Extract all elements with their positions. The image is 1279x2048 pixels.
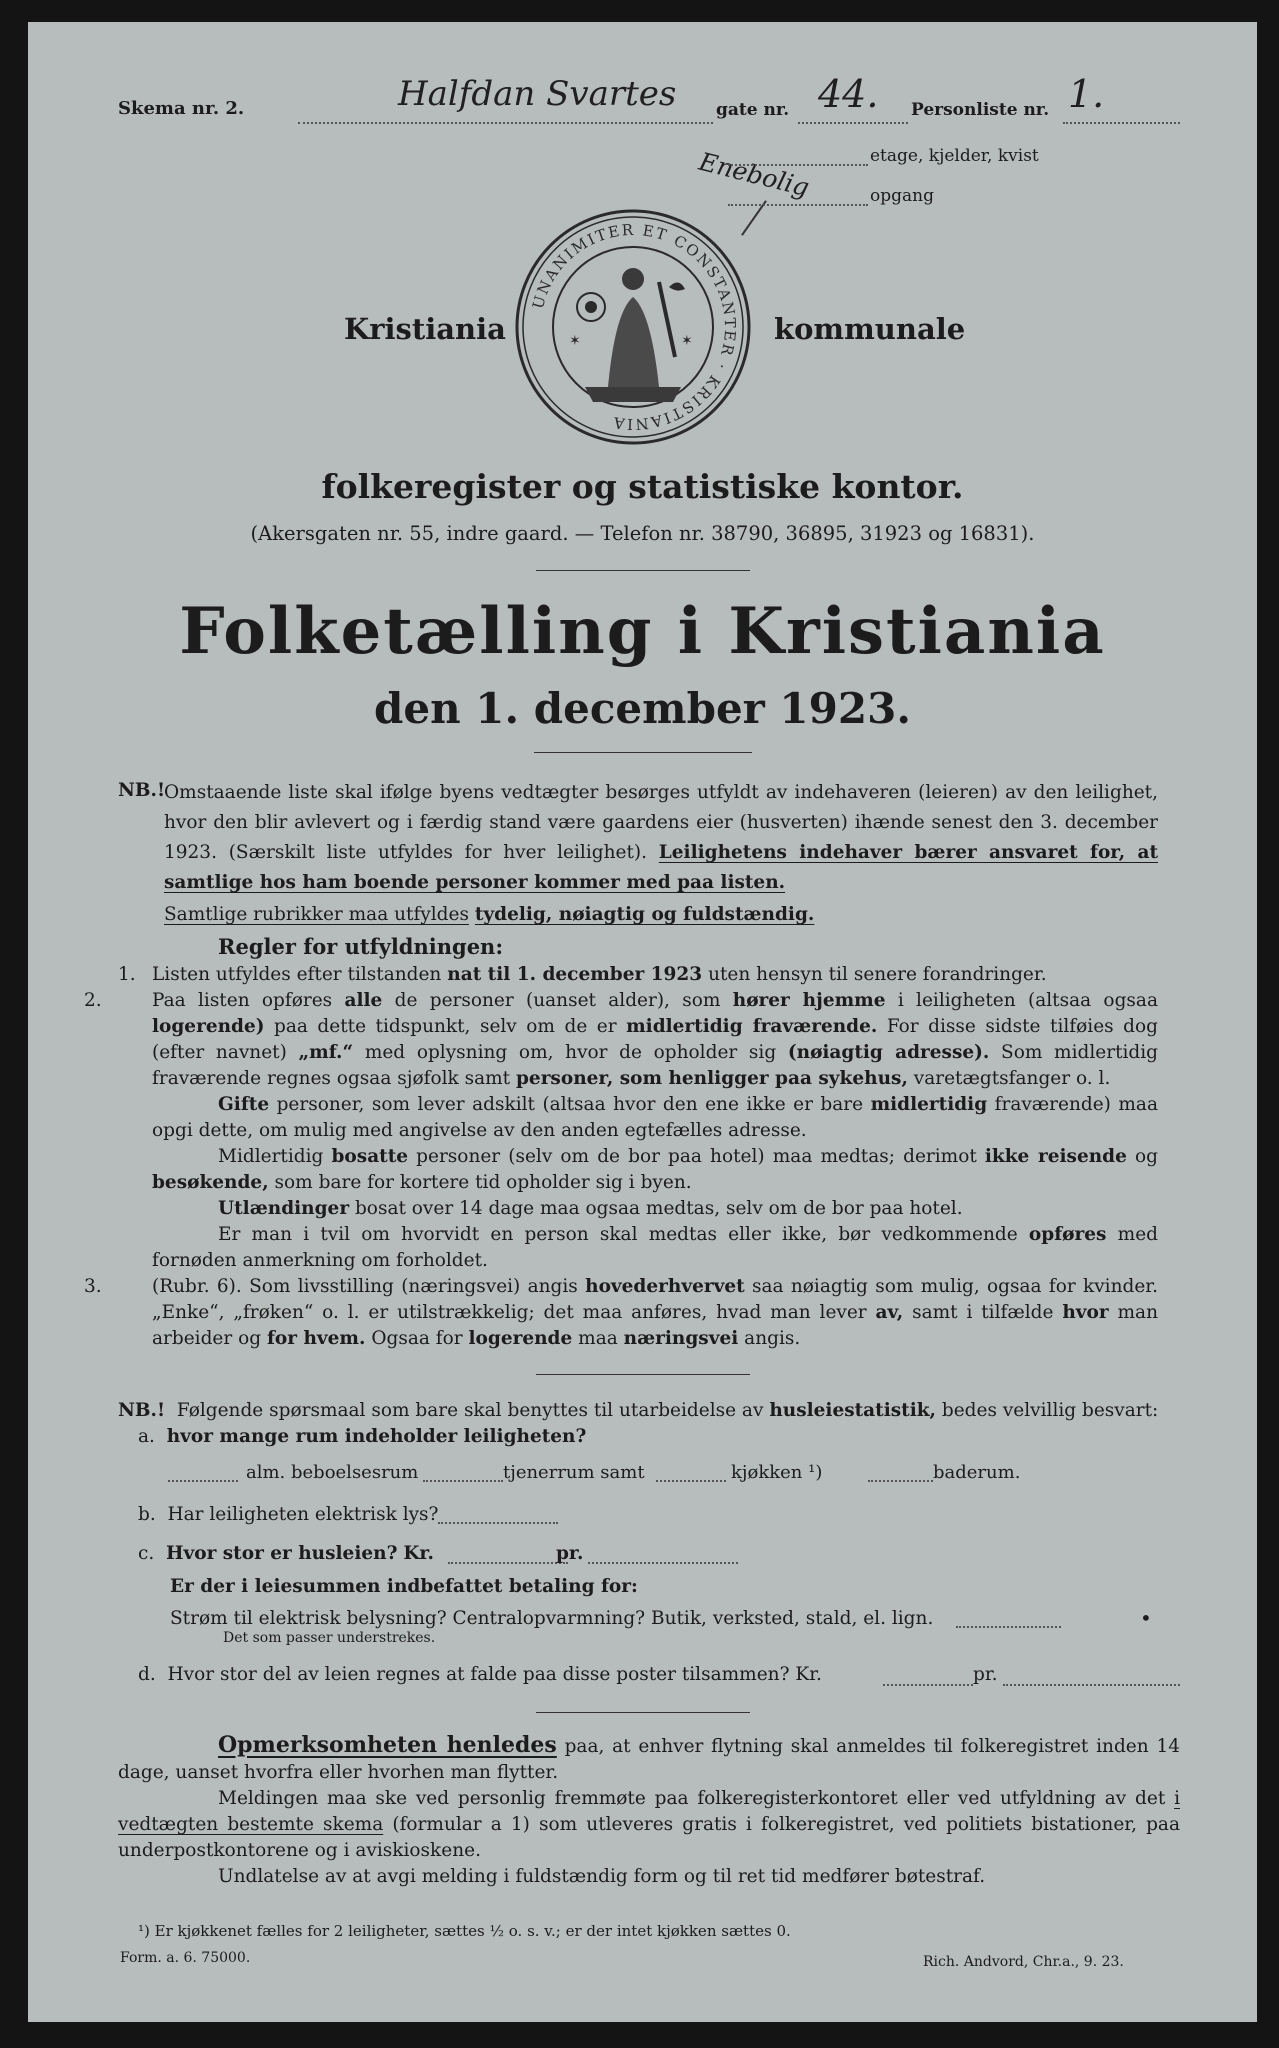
rent-amount-field[interactable] — [448, 1562, 568, 1564]
footnote: ¹) Er kjøkkenet fælles for 2 leiligheter, sættes ½ o. s. v.; er der intet kjøkken sættes 0. — [138, 1922, 791, 1940]
gate-number-handwritten: 44. — [818, 72, 879, 116]
svg-text:✶: ✶ — [681, 333, 693, 349]
question-c: c. Hvor stor er husleien? Kr. — [138, 1543, 434, 1564]
kristiania-seal — [513, 207, 753, 447]
label-beboelsesrum: alm. beboelsesrum — [246, 1462, 419, 1483]
form-number: Form. a. 6. 75000. — [120, 1950, 251, 1966]
question-b: b. Har leiligheten elektrisk lys? — [138, 1504, 439, 1525]
opgang-line — [728, 204, 868, 206]
nb-label: NB.! — [118, 780, 166, 801]
street-name-handwritten: Halfdan Svartes — [398, 74, 677, 114]
rooms-field[interactable] — [168, 1480, 238, 1482]
notice-heading: Opmerksomheten henledes — [218, 1732, 557, 1758]
question-c-options: Strøm til elektrisk belysning? Centralopvarmning? Butik, verksted, stald, el. lign. — [170, 1608, 934, 1629]
rule-1: 1. Listen utfyldes efter tilstanden nat til 1. december 1923 uten hensyn til senere forandringer. — [118, 964, 1047, 985]
bathroom-field[interactable] — [868, 1480, 933, 1482]
question-c-note: Det som passer understrekes. — [223, 1630, 436, 1646]
label-tjenerrum: tjenerrum samt — [503, 1462, 645, 1483]
rule-3: 3. (Rubr. 6). Som livsstilling (næringsvei) angis hovederhvervet saa nøiagtig som mulig, ogsaa for kvinder. „Enke“, „frøken“ o. l. er utilstrækkelig; det maa anføres, hvad man lever av, samt i tilfælde hvor man arbeider og for hvem. Ogsaa for logerende maa næringsvei angis. — [84, 1276, 1159, 1349]
gate-line — [798, 122, 908, 124]
skema-label: Skema nr. 2. — [118, 98, 245, 119]
rule-2-utlaendinger: Utlændinger bosat over 14 dage maa ogsaa medtas, selv om de bor paa hotel. — [218, 1198, 963, 1219]
rule-2-gifte: Gifte personer, som lever adskilt (altsaa hvor den ene ikke er bare midlertidig fraværende) maa opgi dette, om mulig med angivelse av den anden egtefælles adresse. — [152, 1094, 1158, 1141]
etage-line — [728, 164, 868, 166]
rules-heading: Regler for utfyldningen: — [218, 934, 504, 959]
gate-label: gate nr. — [716, 100, 790, 120]
options-field[interactable] — [956, 1626, 1061, 1628]
seal-right-text: kommunale — [774, 312, 966, 346]
etage-label: etage, kjelder, kvist — [870, 146, 1039, 166]
nb-paragraph: Omstaaende liste skal ifølge byens vedtægter besørges utfyldt av indehaveren (leieren) av den leilighet, hvor den blir avlevert og i færdig stand være gaardens eier (husverten) ihænde senest den 3. december 1923. (Særskilt liste utfyldes for hver leilighet). Leilighetens indehaver bærer ansvaret for, at samtlige hos ham boende personer kommer med paa listen. Samtlige rubrikker maa utfyldes tydelig, nøiagtig og fuldstændig. — [164, 782, 1158, 925]
street-line — [298, 122, 713, 124]
rules-section — [84, 962, 1159, 1352]
rule-2: 2. Paa listen opføres alle de personer (uanset alder), som hører hjemme i leiligheten (altsaa ogsaa logerende) paa dette tidspunkt, selv om de er midlertidig fraværende. For disse sidste tilføies dog (efter navnet) „mf.“ med oplysning om, hvor de opholder sig (nøiagtig adresse). Som midlertidig fraværende regnes ogsaa sjøfolk samt personer, som henligger paa sykehus, varetægtsfanger o. l. — [84, 990, 1159, 1089]
kitchen-field[interactable] — [656, 1480, 726, 1482]
notice-section: Opmerksomheten henledes paa, at enhver flytning skal anmeldes til folkeregistret inden 14 dage, uanset hvorfra eller hvorhen man flytter. Meldingen maa ske ved personlig fremmøte paa folkeregisterkontoret eller ved utfyldning av det i vedtægten bestemte skema (formular a 1) som utleveres gratis i folkeregistret, ved politiets bistationer, paa underpostkontorene og i aviskioskene. Undlatelse av at avgi melding i fuldstændig form og til ret tid medfører bøtestraf. — [118, 1732, 1180, 1887]
divider — [536, 570, 750, 571]
personliste-number-handwritten: 1. — [1068, 72, 1105, 116]
posts-period-field[interactable] — [1003, 1684, 1180, 1686]
posts-amount-field[interactable] — [883, 1684, 973, 1686]
nb2-line: NB.! Følgende spørsmaal som bare skal benyttes til utarbeidelse av husleiestatistik, bedes velvillig besvart: — [118, 1400, 1159, 1421]
svg-text:✶: ✶ — [569, 333, 581, 349]
printer-credit: Rich. Andvord, Chr.a., 9. 23. — [923, 1954, 1124, 1970]
floor-handwritten: Enebolig — [696, 146, 813, 203]
question-a: a. hvor mange rum indeholder leiligheten? — [138, 1426, 587, 1447]
seal-left-text: Kristiania — [344, 312, 506, 346]
posts-per-label: pr. — [973, 1664, 998, 1685]
servant-rooms-field[interactable] — [423, 1480, 503, 1482]
question-d: d. Hvor stor del av leien regnes at falde paa disse poster tilsammen? Kr. — [138, 1664, 822, 1685]
divider — [534, 752, 752, 753]
electric-light-field[interactable] — [438, 1522, 558, 1524]
label-kjokken: kjøkken ¹) — [731, 1462, 823, 1483]
census-form-page — [28, 22, 1257, 2022]
main-subtitle: den 1. december 1923. — [374, 684, 911, 733]
question-c-sub: Er der i leiesummen indbefattet betaling for: — [170, 1576, 638, 1597]
dot-mark: • — [1140, 1606, 1152, 1630]
rule-2-tvil: Er man i tvil om hvorvidt en person skal medtas eller ikke, bør vedkommende opføres med fornøden anmerkning om forholdet. — [152, 1224, 1158, 1271]
personliste-label: Personliste nr. — [911, 100, 1050, 120]
personliste-line — [1063, 122, 1180, 124]
office-address: (Akersgaten nr. 55, indre gaard. — Telefon nr. 38790, 36895, 31923 og 16831). — [250, 522, 1035, 545]
seal-ring-text: UNANIMITER ET CONSTANTER · KRISTIANIA — [528, 220, 740, 434]
divider — [536, 1712, 750, 1713]
office-title: folkeregister og statistiske kontor. — [321, 467, 964, 506]
opgang-label: opgang — [870, 186, 934, 206]
nb-responsibility: Leilighetens indehaver bærer ansvaret for, at samtlige hos ham boende personer kommer med paa listen. — [164, 842, 1158, 893]
main-title: Folketælling i Kristiania — [179, 594, 1106, 669]
rule-2-bosatte: Midlertidig bosatte personer (selv om de bor paa hotel) maa medtas; derimot ikke reisende og besøkende, som bare for kortere tid opholder sig i byen. — [152, 1146, 1158, 1193]
label-baderum: baderum. — [933, 1462, 1021, 1483]
rent-per-label: pr. — [556, 1543, 584, 1564]
divider — [536, 1374, 750, 1375]
rent-period-field[interactable] — [588, 1562, 738, 1564]
